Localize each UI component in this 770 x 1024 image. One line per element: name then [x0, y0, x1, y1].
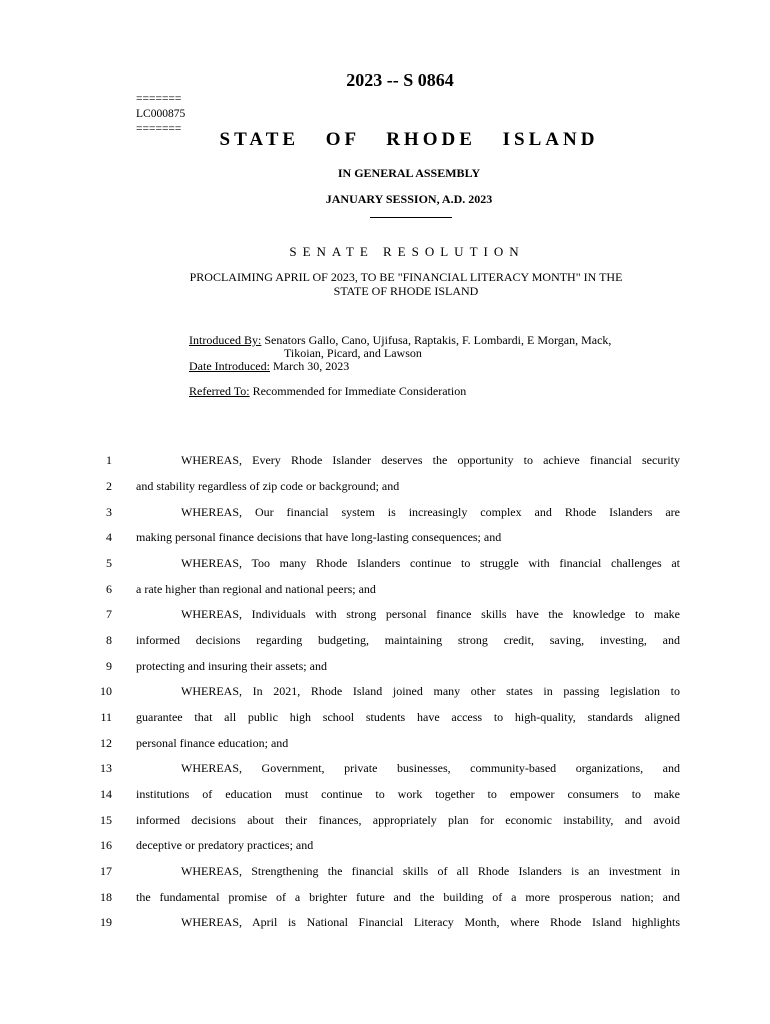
body-line: protecting and insuring their assets; and — [136, 659, 327, 673]
body-line: WHEREAS, Too many Rhode Islanders continue to struggle with financial challenges at — [181, 556, 680, 570]
line-number: 14 — [100, 787, 112, 801]
line-number: 6 — [106, 582, 112, 596]
line-number: 7 — [106, 607, 112, 621]
body-line: institutions of education must continue to work together to empower consumers to make — [136, 787, 680, 801]
body-line: WHEREAS, Government, private businesses, community-based organizations, and — [181, 761, 680, 775]
body-line: the fundamental promise of a brighter future and the building of a more prosperous nation; and — [136, 890, 680, 904]
bill-number: 2023 -- S 0864 — [346, 70, 454, 90]
line-number: 19 — [100, 915, 112, 929]
date-introduced — [189, 360, 349, 373]
line-number: 1 — [106, 453, 112, 467]
date-introduced-value: March 30, 2023 — [272, 359, 350, 373]
lc-number: LC000875 — [136, 108, 186, 120]
separator-top: ======= — [136, 93, 182, 105]
line-number: 12 — [100, 736, 112, 750]
separator-bottom: ======= — [136, 123, 182, 135]
body-line: WHEREAS, Strengthening the financial skills of all Rhode Islanders is an investment in — [181, 864, 680, 878]
date-introduced-label: Date Introduced: — [189, 359, 270, 373]
line-number: 16 — [100, 838, 112, 852]
body-line: WHEREAS, In 2021, Rhode Island joined many other states in passing legislation to — [181, 684, 680, 698]
resolution-title-line2: STATE OF RHODE ISLAND — [333, 284, 479, 298]
line-number: 5 — [106, 556, 112, 570]
body-line: deceptive or predatory practices; and — [136, 838, 314, 852]
line-number: 8 — [106, 633, 112, 647]
line-number: 13 — [100, 761, 112, 775]
line-number: 3 — [106, 505, 112, 519]
referred-to-label: Referred To: — [189, 384, 250, 398]
introduced-by — [189, 334, 689, 360]
body-line: informed decisions regarding budgeting, maintaining strong credit, saving, investing, and — [136, 633, 680, 647]
line-number: 10 — [100, 684, 112, 698]
body-line: personal finance education; and — [136, 736, 289, 750]
resolution-kind: SENATE RESOLUTION — [289, 244, 525, 259]
resolution-title — [150, 270, 662, 298]
body-line: WHEREAS, Individuals with strong personal finance skills have the knowledge to make — [181, 607, 680, 621]
line-number: 9 — [106, 659, 112, 673]
line-number: 2 — [106, 479, 112, 493]
resolution-title-line1: PROCLAIMING APRIL OF 2023, TO BE "FINANCIAL LITERACY MONTH" IN THE — [189, 270, 623, 284]
session-heading: JANUARY SESSION, A.D. 2023 — [325, 192, 493, 206]
referred-to — [189, 385, 466, 398]
body-line: a rate higher than regional and national peers; and — [136, 582, 376, 596]
body-line: WHEREAS, Every Rhode Islander deserves the opportunity to achieve financial security — [181, 453, 680, 467]
line-number: 17 — [100, 864, 112, 878]
referred-to-value: Recommended for Immediate Consideration — [252, 384, 467, 398]
line-number: 11 — [100, 710, 112, 724]
introduced-by-label: Introduced By: — [189, 333, 262, 347]
line-number: 18 — [100, 890, 112, 904]
introduced-by-sponsors: Senators Gallo, Cano, Ujifusa, Raptakis, F. Lombardi, E Morgan, Mack, — [264, 333, 612, 347]
introduced-by-sponsors-cont: Tikoian, Picard, and Lawson — [284, 346, 422, 360]
assembly-heading: IN GENERAL ASSEMBLY — [337, 166, 481, 180]
session-divider — [370, 217, 452, 218]
body-line: and stability regardless of zip code or background; and — [136, 479, 400, 493]
body-line: WHEREAS, Our financial system is increasingly complex and Rhode Islanders are — [181, 505, 680, 519]
body-line: making personal finance decisions that have long-lasting consequences; and — [136, 530, 502, 544]
body-line: informed decisions about their finances, appropriately plan for economic instability, and avoid — [136, 813, 680, 827]
body-line: guarantee that all public high school students have access to high-quality, standards aligned — [136, 710, 680, 724]
body-line: WHEREAS, April is National Financial Literacy Month, where Rhode Island highlights — [181, 915, 680, 929]
line-number: 15 — [100, 813, 112, 827]
state-title: STATE OF RHODE ISLAND — [219, 129, 599, 150]
line-number: 4 — [106, 530, 112, 544]
